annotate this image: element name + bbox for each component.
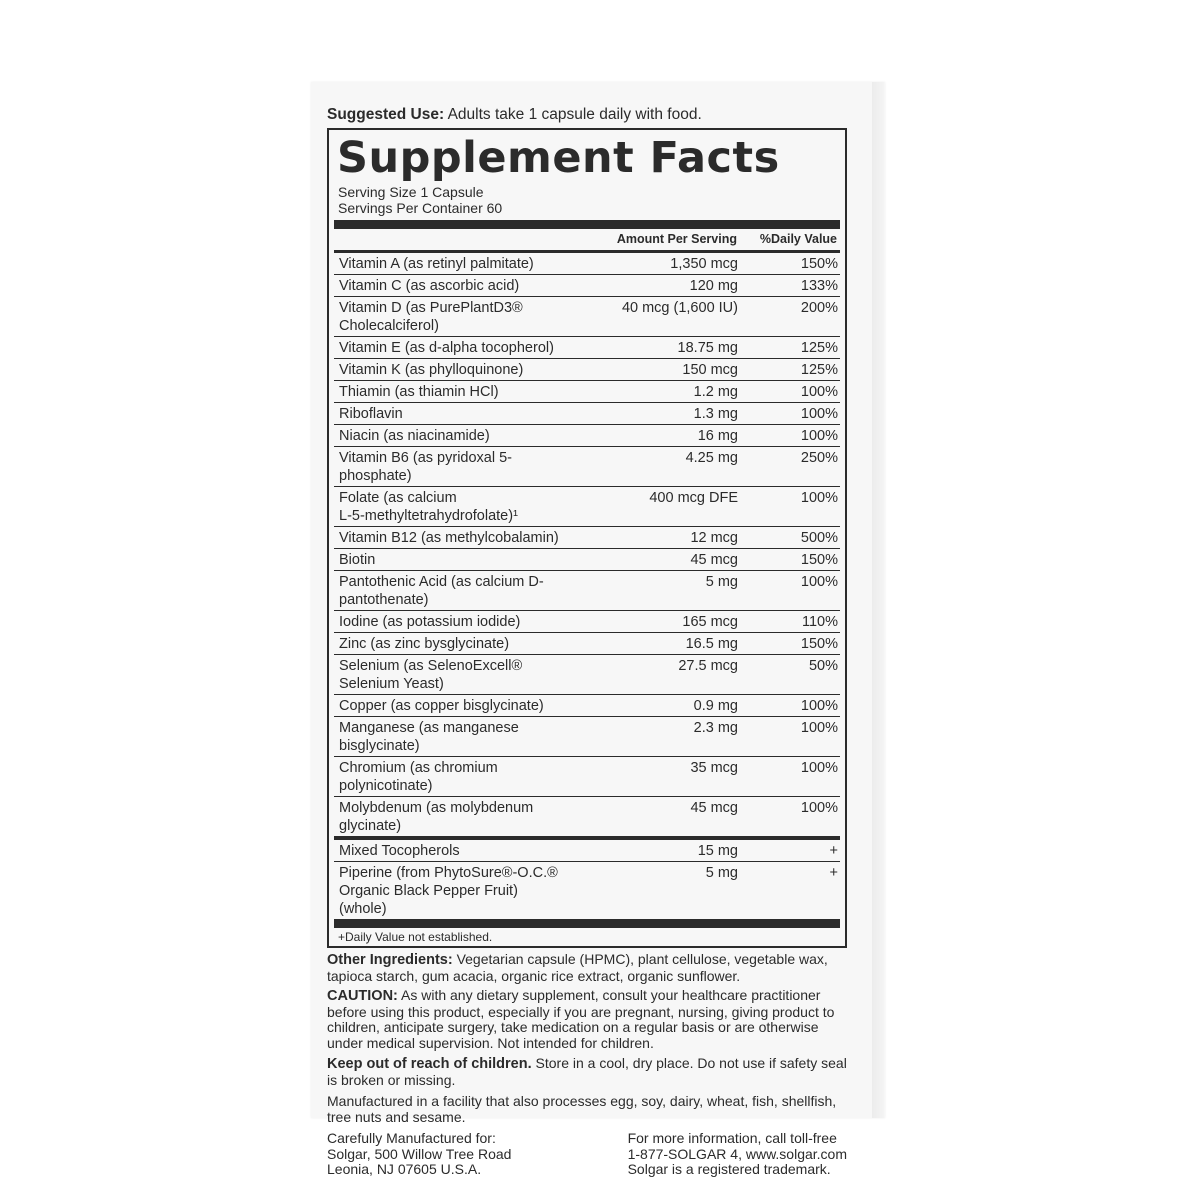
daily-value-header: %Daily Value (759, 232, 837, 246)
nutrient-name: Copper (as copper bisglycinate) (339, 698, 544, 714)
nutrient-row (334, 655, 840, 695)
nutrient-name: Vitamin K (as phylloquinone) (339, 362, 524, 378)
nutrient-daily-value: 125% (800, 362, 838, 378)
nutrient-daily-value: 100% (800, 490, 838, 506)
keep-out-label: Keep out of reach of children. (327, 1056, 532, 1072)
nutrient-amount: 120 mg (689, 278, 738, 294)
nutrient-amount: 15 mg (697, 843, 738, 859)
manufacturer-info: Carefully Manufactured for: Solgar, 500 Willow Tree Road Leonia, NJ 07605 U.S.A. (327, 1130, 512, 1177)
serving-size: Serving Size 1 Capsule (338, 184, 484, 200)
nutrient-name: Chromium (as chromium polynicotinate) (339, 760, 498, 794)
suggested-use-label: Suggested Use: (327, 106, 445, 123)
nutrient-name: Vitamin E (as d-alpha tocopherol) (339, 340, 554, 356)
footer-info (327, 1131, 847, 1178)
nutrient-amount: 400 mcg DFE (649, 490, 738, 506)
keep-out-of-reach (327, 1056, 847, 1088)
nutrient-name: Vitamin A (as retinyl palmitate) (339, 256, 534, 272)
nutrient-name: Iodine (as potassium iodide) (339, 614, 521, 630)
nutrient-row (334, 717, 840, 757)
nutrient-daily-value: 150% (800, 552, 838, 568)
nutrient-row (334, 611, 840, 633)
nutrient-name: Vitamin B6 (as pyridoxal 5-phosphate) (339, 450, 513, 484)
bottom-rule (334, 919, 840, 928)
nutrient-row (334, 447, 840, 487)
caution-text: As with any dietary supplement, consult your healthcare practitioner before using this product, especially if you are pregnant, nursing, giving product to children, anticipate surgery, take medication on a regular basis or are otherwise under medical supervision. Not intended for children. (327, 987, 835, 1051)
nutrient-amount: 12 mcg (690, 530, 738, 546)
nutrient-amount: 16.5 mg (685, 636, 738, 652)
nutrient-name: Molybdenum (as molybdenum glycinate) (339, 800, 534, 834)
nutrient-row (334, 359, 840, 381)
nutrient-name: Manganese (as manganese bisglycinate) (339, 720, 519, 754)
nutrient-daily-value: 100% (800, 698, 838, 714)
nutrient-daily-value: 250% (800, 450, 838, 466)
nutrient-amount: 150 mcg (682, 362, 738, 378)
nutrient-daily-value: 100% (800, 428, 838, 444)
allergen-statement: Manufactured in a facility that also processes egg, soy, dairy, wheat, fish, shellfish, tree nuts and sesame. (327, 1093, 837, 1125)
label-content (327, 104, 847, 1178)
other-ingredients (327, 952, 847, 984)
nutrient-amount: 0.9 mg (693, 698, 738, 714)
caution (327, 988, 847, 1051)
nutrient-name: Selenium (as SelenoExcell® Selenium Yeast) (339, 658, 523, 692)
nutrient-amount: 5 mg (705, 865, 738, 881)
nutrient-name: Folate (as calcium L-5-methyltetrahydrofolate)¹ (339, 490, 518, 524)
other-ingredients-text: Vegetarian capsule (HPMC), plant cellulose, vegetable wax, tapioca starch, gum acacia, organic rice extract, organic sunflower. (327, 951, 828, 984)
nutrient-daily-value: 110% (801, 614, 838, 630)
supplement-facts-panel (327, 128, 847, 948)
nutrient-row (334, 571, 840, 611)
other-ingredients-label: Other Ingredients: (327, 952, 453, 968)
nutrient-name: Thiamin (as thiamin HCl) (339, 384, 499, 400)
nutrient-name: Vitamin D (as PurePlantD3® Cholecalciferol) (339, 300, 523, 334)
servings-per-container: Servings Per Container 60 (338, 200, 503, 216)
nutrient-row (334, 487, 840, 527)
suggested-use-text: Adults take 1 capsule daily with food. (444, 106, 702, 123)
nutrient-row (334, 862, 840, 919)
nutrient-daily-value: 100% (800, 406, 838, 422)
nutrient-daily-value: 50% (808, 658, 838, 674)
nutrient-name: Piperine (from PhytoSure®-O.C.® Organic Black Pepper Fruit) (whole) (339, 865, 558, 917)
nutrient-row (334, 549, 840, 571)
nutrient-amount: 2.3 mg (693, 720, 738, 736)
nutrient-name: Vitamin B12 (as methylcobalamin) (339, 530, 559, 546)
nutrient-name: Biotin (339, 552, 376, 568)
facts-column-header (334, 229, 840, 253)
contact-info: For more information, call toll-free 1-877-SOLGAR 4, www.solgar.com Solgar is a registered trademark. (627, 1130, 847, 1177)
top-rule (334, 220, 840, 229)
nutrient-name: Mixed Tocopherols (339, 843, 460, 859)
nutrient-amount: 1.2 mg (693, 384, 738, 400)
nutrient-row (334, 633, 840, 655)
nutrient-row (334, 695, 840, 717)
nutrient-row (334, 527, 840, 549)
nutrient-amount: 40 mcg (1,600 IU) (621, 300, 738, 316)
nutrient-row (334, 275, 840, 297)
nutrient-daily-value: + (829, 843, 838, 859)
nutrient-daily-value: 100% (800, 384, 838, 400)
nutrient-amount: 5 mg (705, 574, 738, 590)
nutrient-daily-value: 133% (800, 278, 838, 294)
supplement-facts-title: Supplement Facts (337, 133, 780, 183)
nutrient-amount: 165 mcg (682, 614, 738, 630)
nutrient-row (334, 757, 840, 797)
nutrient-row (334, 840, 840, 862)
nutrient-daily-value: 500% (800, 530, 838, 546)
nutrient-row (334, 253, 840, 275)
nutrient-amount: 4.25 mg (685, 450, 738, 466)
nutrient-amount: 18.75 mg (677, 340, 738, 356)
nutrient-name: Niacin (as niacinamide) (339, 428, 490, 444)
nutrient-row (334, 797, 840, 836)
nutrient-daily-value: 125% (800, 340, 838, 356)
nutrient-name: Riboflavin (339, 406, 403, 422)
nutrient-daily-value: 100% (800, 760, 838, 776)
nutrient-amount: 1,350 mcg (670, 256, 738, 272)
nutrient-name: Pantothenic Acid (as calcium D-pantothenate) (339, 574, 544, 608)
nutrient-amount: 16 mg (697, 428, 738, 444)
nutrient-daily-value: + (829, 865, 838, 881)
nutrient-amount: 45 mcg (690, 552, 738, 568)
nutrient-daily-value: 150% (800, 636, 838, 652)
daily-value-footnote: +Daily Value not established. (338, 930, 493, 944)
nutrient-amount: 1.3 mg (693, 406, 738, 422)
nutrient-rows (334, 253, 840, 836)
nutrient-row (334, 297, 840, 337)
nutrient-daily-value: 100% (800, 574, 838, 590)
nutrient-daily-value: 100% (800, 720, 838, 736)
suggested-use (327, 104, 847, 126)
nutrient-row (334, 381, 840, 403)
amount-per-serving-header: Amount Per Serving (616, 232, 737, 246)
nutrient-name: Zinc (as zinc bysglycinate) (339, 636, 510, 652)
nutrient-daily-value: 100% (800, 800, 838, 816)
nutrient-name: Vitamin C (as ascorbic acid) (339, 278, 520, 294)
nutrient-row (334, 337, 840, 359)
nutrient-amount: 45 mcg (690, 800, 738, 816)
nutrient-row (334, 425, 840, 447)
label-fold-edge (872, 82, 884, 1118)
caution-label: CAUTION: (327, 988, 398, 1004)
nutrient-daily-value: 150% (800, 256, 838, 272)
nutrient-row (334, 403, 840, 425)
keep-out-text: Store in a cool, dry place. Do not use if safety seal is broken or missing. (327, 1055, 847, 1088)
nutrient-amount: 35 mcg (690, 760, 738, 776)
nutrient-amount: 27.5 mcg (678, 658, 738, 674)
nutrient-daily-value: 200% (800, 300, 838, 316)
other-rows (334, 840, 840, 919)
